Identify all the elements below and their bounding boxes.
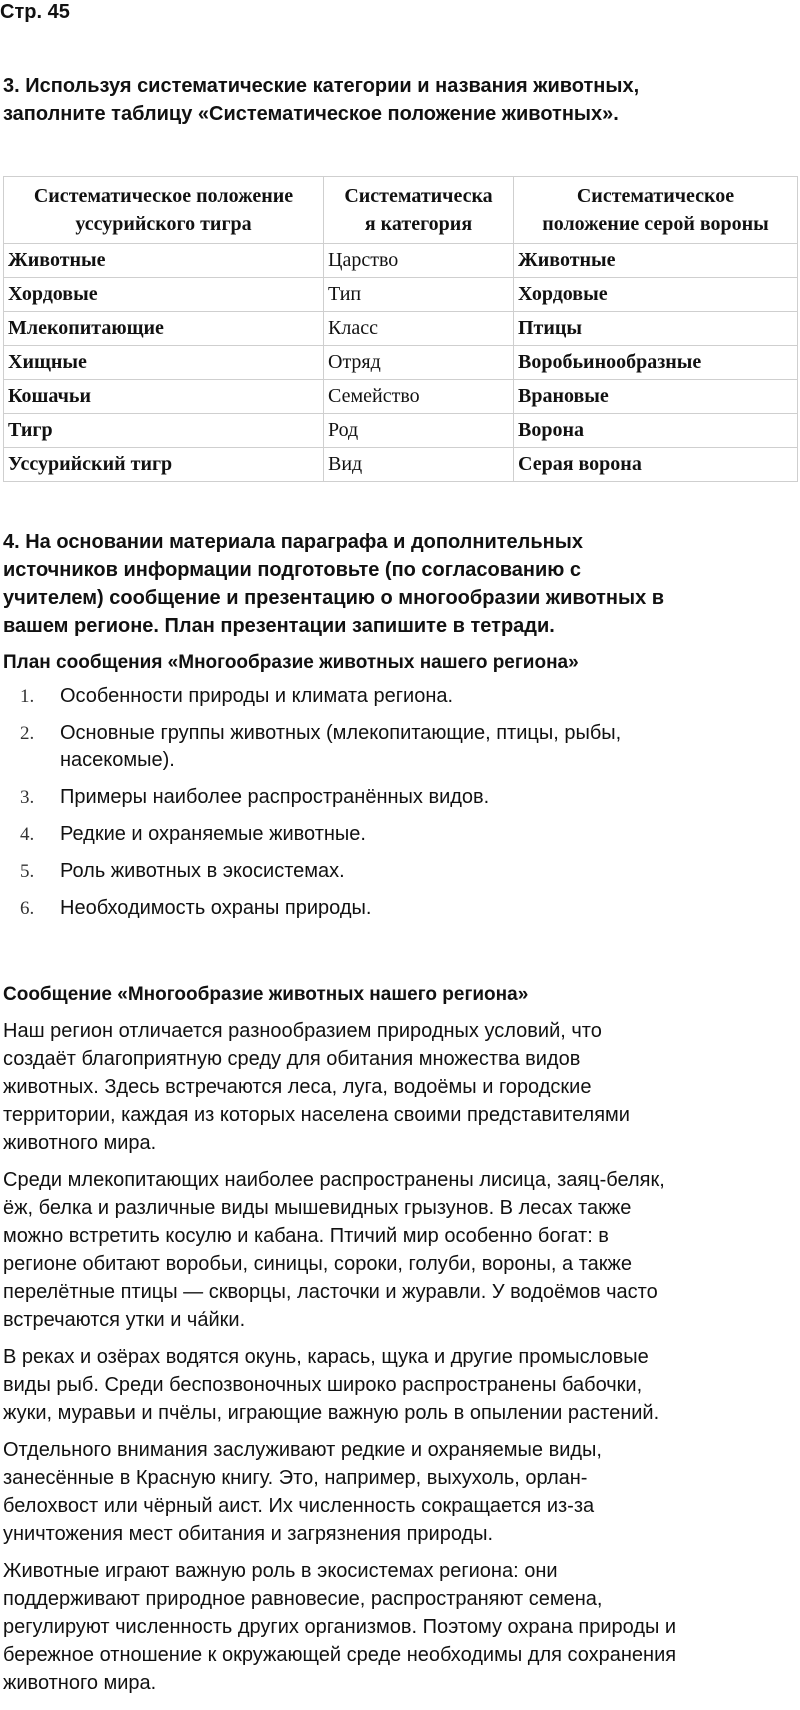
category-cell: Семейство [324,380,514,414]
header-line: Систематическое [576,185,735,207]
page-number: Стр. 45 [0,1,70,23]
tiger-cell: Хищные [4,346,324,380]
text-line: занесённые в Красную книгу. Это, например, выхухоль, орлан- [3,1467,588,1489]
task-4-title-line: 4. На основании материала параграфа и дополнительных [3,531,583,553]
list-item-text: Основные группы животных (млекопитающие, птицы, рыбы, [60,722,622,744]
category-cell: Тип [324,278,514,312]
list-item-text: Редкие и охраняемые животные. [60,823,366,845]
systematics-table [3,176,798,482]
list-item [0,720,790,774]
message-paragraph [3,1166,797,1334]
list-item [0,895,790,922]
message-paragraph [3,1343,797,1427]
header-line: положение серой вороны [542,213,769,235]
header-crow-position [514,177,798,244]
list-item-number: 5. [20,861,35,882]
text-line: встречаются утки и ча́йки. [3,1309,246,1331]
category-cell: Вид [324,448,514,482]
header-category [324,177,514,244]
text-line: животных. Здесь встречаются леса, луга, водоёмы и городские [3,1076,592,1098]
list-item-text: Роль животных в экосистемах. [60,860,345,882]
table-row [4,312,798,346]
text-line: Среди млекопитающих наиболее распространены лисица, заяц-беляк, [3,1169,665,1191]
text-line: регионе обитают воробьи, синицы, сороки, голуби, вороны, а также [3,1253,633,1275]
list-item [0,683,790,710]
text-line: Животные играют важную роль в экосистемах региона: они [3,1560,558,1582]
table-row [4,278,798,312]
crow-cell: Врановые [514,380,798,414]
message-heading: Сообщение «Многообразие животных нашего региона» [3,984,529,1005]
plan-heading: План сообщения «Многообразие животных нашего региона» [3,652,579,673]
text-line: перелётные птицы — скворцы, ласточки и журавли. У водоёмов часто [3,1281,658,1303]
crow-cell: Птицы [514,312,798,346]
text-line: Отдельного внимания заслуживают редкие и охраняемые виды, [3,1439,602,1461]
text-line: можно встретить косулю и кабана. Птичий мир особенно богат: в [3,1225,609,1247]
category-cell: Отряд [324,346,514,380]
list-item [0,858,790,885]
crow-cell: Хордовые [514,278,798,312]
table-row [4,414,798,448]
tiger-cell: Кошачьи [4,380,324,414]
list-item [0,821,790,848]
list-item-number: 3. [20,787,35,808]
table-row [4,244,798,278]
list-item-text: Примеры наиболее распространённых видов. [60,786,490,808]
tiger-cell: Уссурийский тигр [4,448,324,482]
text-line: регулируют численность других организмов. Поэтому охрана природы и [3,1616,677,1638]
header-line: я категория [364,213,473,235]
category-cell: Класс [324,312,514,346]
crow-cell: Животные [514,244,798,278]
text-line: белохвост или чёрный аист. Их численность сокращается из-за [3,1495,595,1517]
list-item-number: 1. [20,686,35,707]
text-line: животного мира. [3,1672,157,1694]
text-line: уничтожения мест обитания и загрязнения природы. [3,1523,494,1545]
list-item-number: 4. [20,824,35,845]
task-3-title-line: заполните таблицу «Систематическое положение животных». [3,103,619,125]
task-4-title [3,528,793,640]
header-line: Систематическое положение [33,185,294,207]
text-line: территории, каждая из которых населена своими представителями [3,1104,630,1126]
text-line: животного мира. [3,1132,157,1154]
table-header-row [4,177,798,244]
tiger-cell: Животные [4,244,324,278]
list-item-number: 6. [20,898,35,919]
category-cell: Род [324,414,514,448]
header-line: Систематическа [344,185,493,207]
header-tiger-position [4,177,324,244]
task-4-title-line: источников информации подготовьте (по согласованию с [3,559,582,581]
crow-cell: Ворона [514,414,798,448]
text-line: поддерживают природное равновесие, распространяют семена, [3,1588,603,1610]
plan-list [0,683,790,932]
crow-cell: Воробьинообразные [514,346,798,380]
list-item-number: 2. [20,723,35,744]
text-line: жуки, муравьи и пчёлы, играющие важную роль в опылении растений. [3,1402,660,1424]
crow-cell: Серая ворона [514,448,798,482]
message-paragraph [3,1436,797,1548]
table-row [4,380,798,414]
text-line: бережное отношение к окружающей среде необходимы для сохранения [3,1644,677,1666]
text-line: Наш регион отличается разнообразием природных условий, что [3,1020,602,1042]
table-row [4,448,798,482]
list-item [0,784,790,811]
task-3-title [3,72,793,128]
message-paragraph [3,1557,797,1697]
text-line: В реках и озёрах водятся окунь, карась, щука и другие промысловые [3,1346,649,1368]
table-row [4,346,798,380]
message-body [3,1017,797,1706]
category-cell: Царство [324,244,514,278]
message-paragraph [3,1017,797,1157]
tiger-cell: Млекопитающие [4,312,324,346]
list-item-text: Необходимость охраны природы. [60,897,372,919]
text-line: ёж, белка и различные виды мышевидных грызунов. В лесах также [3,1197,632,1219]
list-item-text: Особенности природы и климата региона. [60,685,454,707]
text-line: виды рыб. Среди беспозвоночных широко распространены бабочки, [3,1374,643,1396]
tiger-cell: Тигр [4,414,324,448]
tiger-cell: Хордовые [4,278,324,312]
task-3-title-line: 3. Используя систематические категории и названия животных, [3,75,640,97]
header-line: уссурийского тигра [75,213,252,235]
text-line: создаёт благоприятную среду для обитания множества видов [3,1048,581,1070]
task-4-title-line: учителем) сообщение и презентацию о многообразии животных в [3,587,665,609]
list-item-text: насекомые). [60,749,175,771]
task-4-title-line: вашем регионе. План презентации запишите в тетради. [3,615,555,637]
